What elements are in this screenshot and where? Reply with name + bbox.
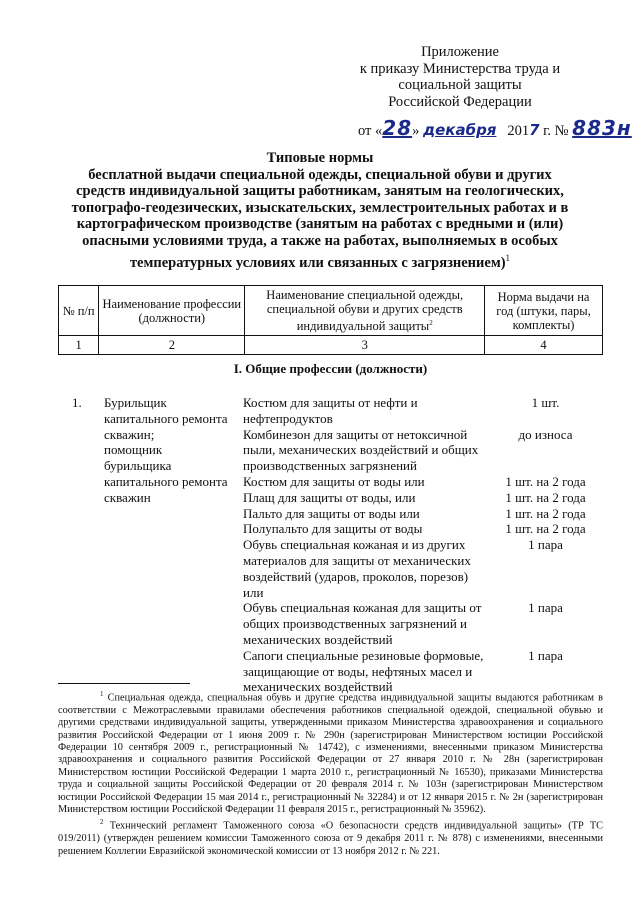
title-line: средств индивидуальной защиты работникам, занятым на геологических, [76,183,564,200]
item-line: механических воздействий [243,631,393,647]
item-norm: 1 шт. на 2 года [505,521,586,537]
order-date-line [358,116,632,140]
footnote-mark: 1 [505,252,511,263]
document-title [40,150,600,271]
footnote-text: Технический регламент Таможенного союза «О безопасности средств индивидуальной защиты» (ТР ТС 019/2011) (утвержден решением комиссии Таможенного союза от 9 декабря 2011 г. № 878) с изменениями, внесенными решением Коллегии Евразийской экономической комиссии от 13 ноября 2012 г. № 221. [58,820,603,857]
item-line: Плащ для защиты от воды, или [243,489,416,505]
footnotes [58,688,603,858]
header-col-equipment-text: Наименование специальной одежды, специальной обуви и других средств индивидуальной защиты [266,288,464,334]
header-col-equipment [245,286,485,336]
item-line: общих производственных загрязнений и [243,616,468,632]
profession-line: скважин [104,489,151,505]
profession-line: помощник [104,442,163,458]
footnote-mark: 2 [100,818,104,827]
item-line: Комбинезон для защиты от нетоксичной [243,426,468,442]
date-quote: » [412,123,420,139]
appendix-header [340,44,580,110]
title-line: Типовые нормы [266,150,374,166]
footnote-mark: 2 [429,319,433,327]
item-norm: 1 пара [528,647,563,663]
item-line: воздействий (ударов, проколов, порезов) [243,568,469,584]
handwritten-year-digit: 7 [529,121,540,139]
column-number-row [59,336,603,355]
appendix-line: Российской Федерации [388,93,532,110]
item-line: Костюм для защиты от нефти и [243,395,418,410]
year-prefix: 201 [507,123,530,139]
item-norm: 1 шт. на 2 года [505,473,586,489]
item-line: механических воздействий [243,679,393,695]
handwritten-day: 28 [382,116,413,140]
item-line: материалов для защиты от механических [243,552,471,568]
item-line: Обувь специальная кожаная для защиты от [243,600,482,616]
profession-line: капитального ремонта [104,410,228,426]
item-line: Сапоги специальные резиновые формовые, [243,647,484,663]
footnote-1 [58,688,603,816]
section-title: I. Общие профессии (должности) [233,361,428,376]
header-col-number: № п/п [59,286,99,336]
item-norm: 1 шт. [531,395,560,410]
profession-cell [104,395,242,506]
column-number: 1 [59,336,99,355]
equipment-item [243,474,603,490]
column-number: 2 [99,336,245,355]
equipment-item [243,600,603,647]
item-line: производственных загрязнений [243,458,417,474]
date-prefix: от « [358,123,383,139]
footnote-separator [58,683,190,684]
profession-line: капитального ремонта [104,473,228,489]
item-line: Полупальто для защиты от воды [243,521,423,537]
item-line: Костюм для защиты от воды или [243,473,425,489]
column-number: 4 [485,336,603,355]
footnote-text: Специальная одежда, специальная обувь и другие средства индивидуальной защиты выдаются работникам в соответствии с Межотраслевыми правилами обеспечения работников специальной одеждой, специальной обувью и другими средствами индивидуальной защиты, утвержденными приказом Министерства здравоохранения и социального развития Российской Федерации от 1 июня 2009 г. № 290н (зарегистрирован Министерством юстиции Российской Федерации 10 сентября 2009 г., регистрационный № 14742), с изменениями, внесенными приказом Министерства здравоохранения и социального развития Российской Федерации от 27 января 2010 г. № 28н (зарегистрирован Министерством юстиции Российской Федерации 1 марта 2010 г., регистрационный № 16530), приказами Министерства труда и социальной защиты Российской Федерации от 20 февраля 2014 г. № 103н (зарегистрирован Министерством юстиции Российской Федерации 15 мая 2014 г., регистрационный № 32284) и от 12 января 2015 г. № 2н (зарегистрирован Министерством юстиции Российской Федерации 11 февраля 2015 г., регистрационный № 35962). [58,692,603,816]
norms-table-header [58,285,603,355]
equipment-item [243,490,603,506]
header-row [59,286,603,336]
item-norm: 1 шт. на 2 года [505,505,586,521]
appendix-line: социальной защиты [398,77,522,93]
title-line [40,250,600,271]
title-line: опасными условиями труда, а также на работах, выполняемых в особых [82,232,558,249]
title-line: бесплатной выдачи специальной одежды, специальной обуви и других [88,166,552,183]
item-line: нефтепродуктов [243,410,333,426]
equipment-list [243,395,603,695]
appendix-line: Приложение [421,44,499,60]
item-line: защищающие от воды, нефтяных масел и [243,663,473,679]
profession-line: Бурильщик [104,395,167,410]
title-line: топографо-геодезических, изыскательских, землестроительных работах и в [71,199,569,216]
equipment-item [243,506,603,522]
equipment-item [243,537,603,600]
equipment-item [243,521,603,537]
item-norm: 1 пара [528,537,563,553]
item-norm: до износа [518,426,573,442]
handwritten-order-number: 883н [572,116,632,140]
item-norm: 1 шт. на 2 года [505,489,586,505]
equipment-item [243,427,603,474]
title-line-text: температурных условиях или связанных с загрязнением) [129,254,506,271]
entry-number: 1. [72,395,82,410]
title-line: картографическом производстве (занятым на работах с вредными и (или) [76,216,564,233]
handwritten-month: декабря [423,121,497,139]
profession-line: бурильщика [104,458,172,474]
item-line: пыли, механических воздействий и общих [243,442,479,458]
header-col-norm: Норма выдачи на год (штуки, пары, комплекты) [485,286,603,336]
item-line: или [243,584,264,600]
profession-line: скважин; [104,426,155,442]
item-line: Обувь специальная кожаная и из других [243,537,466,553]
item-norm: 1 пара [528,600,563,616]
footnote-mark: 1 [100,690,104,698]
year-suffix: г. № [539,123,569,139]
footnote-2 [58,816,603,858]
column-number: 3 [245,336,485,355]
item-line: Пальто для защиты от воды или [243,505,420,521]
appendix-line: к приказу Министерства труда и [359,60,561,77]
header-col-profession: Наименование профессии (должности) [99,286,245,336]
equipment-item [243,395,603,427]
